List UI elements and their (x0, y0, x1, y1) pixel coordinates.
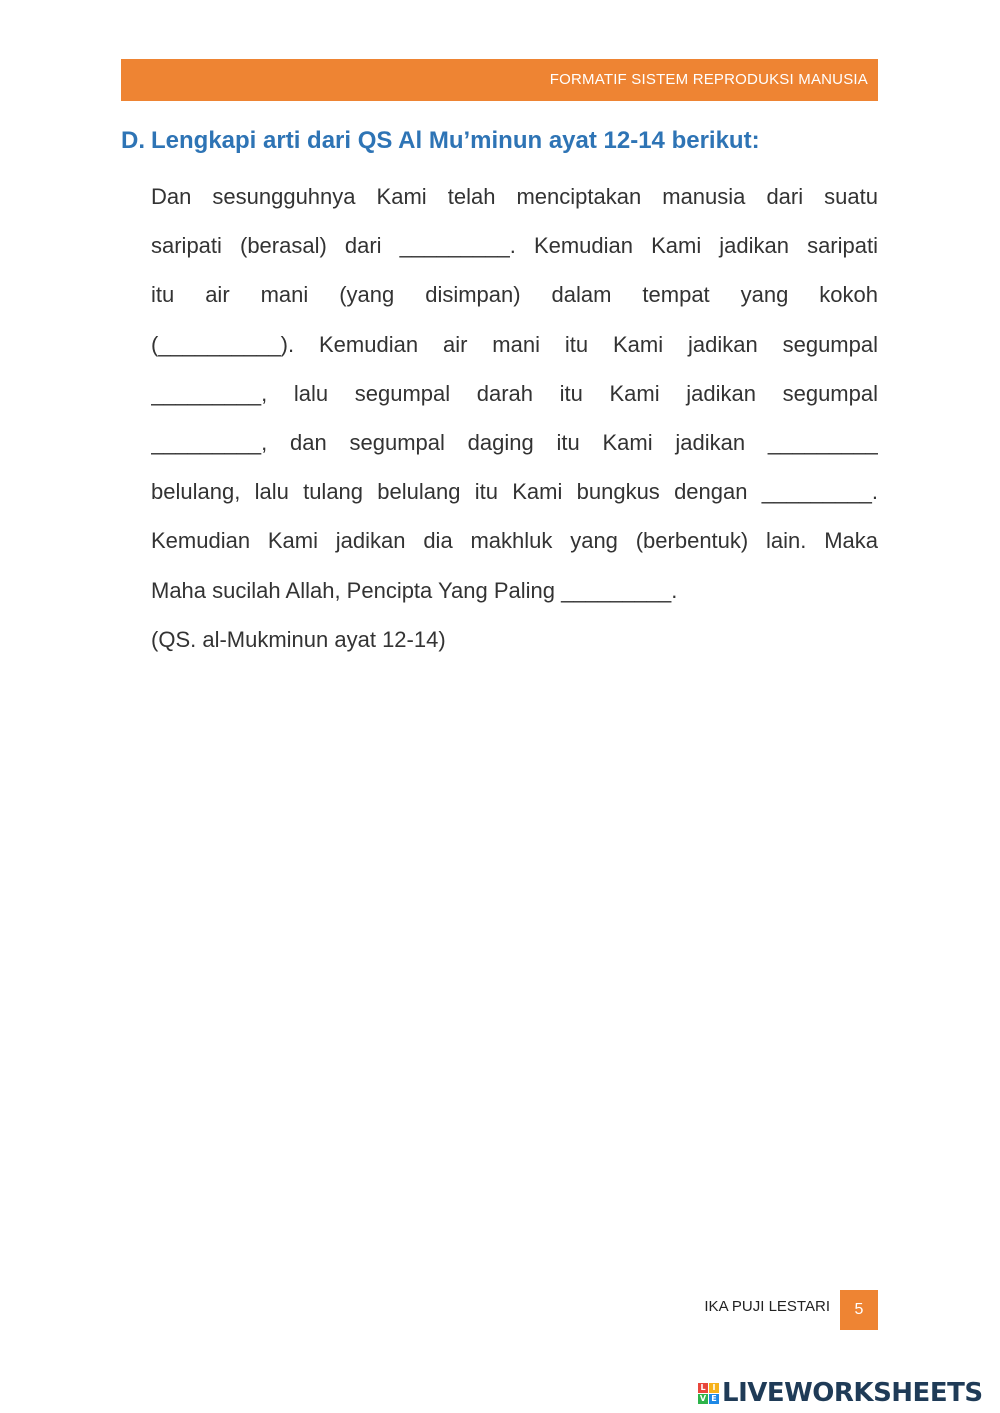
passage-line: _________, dan segumpal daging itu Kami jadikan _________ (151, 429, 878, 455)
section-heading-text: Lengkapi arti dari QS Al Mu’minun ayat 12-14 berikut: (151, 127, 760, 154)
passage-line: _________, lalu segumpal darah itu Kami jadikan segumpal (151, 380, 878, 406)
logo-letter-i: I (709, 1383, 719, 1393)
passage-line: saripati (berasal) dari _________. Kemudian Kami jadikan saripati (151, 233, 878, 259)
footer-author: IKA PUJI LESTARI (704, 1298, 830, 1315)
passage-line: Maha sucilah Allah, Pencipta Yang Paling _________. (151, 577, 678, 603)
passage-line: Dan sesungguhnya Kami telah menciptakan manusia dari suatu (151, 184, 878, 209)
liveworksheets-watermark (698, 1378, 983, 1408)
passage-line: belulang, lalu tulang belulang itu Kami bungkus dengan _________. (151, 479, 878, 505)
passage (151, 172, 878, 664)
liveworksheets-wordmark: LIVEWORKSHEETS (722, 1378, 983, 1408)
section-heading (121, 127, 881, 155)
page-number: 5 (840, 1290, 878, 1330)
liveworksheets-logo-icon (698, 1383, 719, 1404)
passage-line: Kemudian Kami jadikan dia makhluk yang (berbentuk) lain. Maka (151, 528, 878, 554)
passage-line: itu air mani (yang disimpan) dalam tempat yang kokoh (151, 282, 878, 308)
logo-letter-v: V (699, 1393, 707, 1403)
header-title: FORMATIF SISTEM REPRODUKSI MANUSIA (549, 71, 868, 88)
citation: (QS. al-Mukminun ayat 12-14) (151, 626, 446, 652)
logo-letter-e: E (709, 1394, 719, 1404)
header-bar (121, 59, 878, 101)
passage-line: (__________). Kemudian air mani itu Kami jadikan segumpal (151, 331, 878, 357)
logo-letter-l: L (698, 1383, 708, 1393)
section-letter: D. (121, 127, 145, 154)
